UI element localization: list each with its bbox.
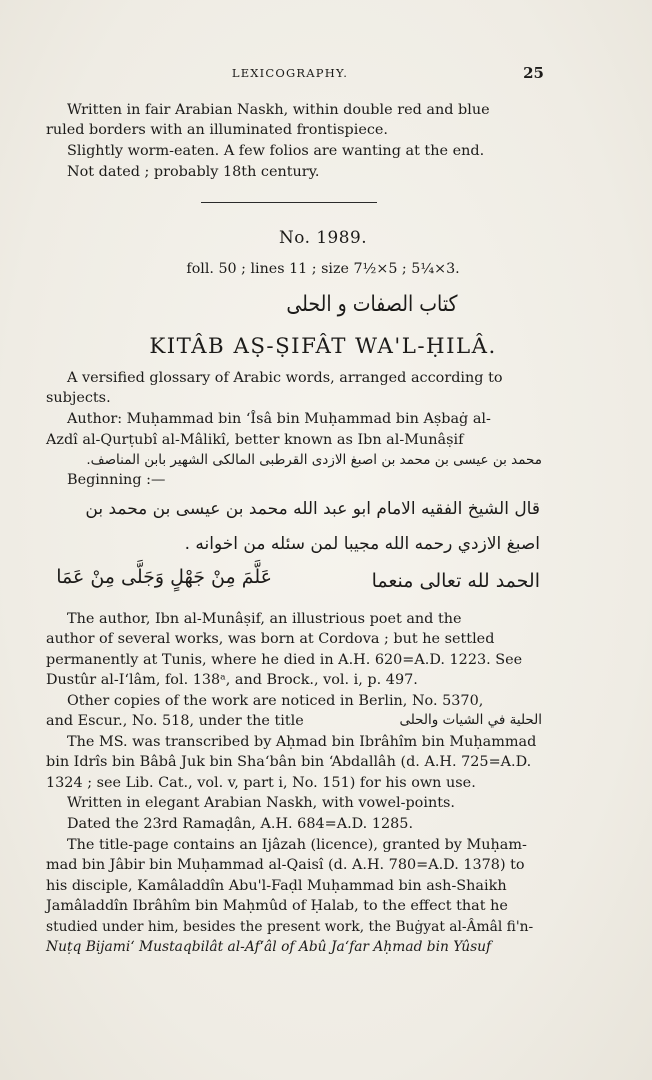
text-line: Not dated ; probably 18th century.: [67, 164, 320, 180]
arabic-incipit-line: اصبغ الازدي رحمه الله مجيبا لمن سئله من اخوانه .: [184, 534, 540, 554]
page-number: 25: [523, 64, 544, 82]
text-line: mad bin Jâbir bin Muḥammad al-Qaisî (d. A.H. 780=A.D. 1378) to: [46, 857, 525, 873]
text-line: Nuṭq Bijamiʻ Mustaqbilât al-Afʻâl of Abû Jaʻfar Aḥmad bin Yûsuf: [46, 939, 492, 955]
text-line: 1324 ; see Lib. Cat., vol. v, part i, No. 151) for his own use.: [46, 775, 476, 791]
arabic-verse-second-hemistich: عَلَّمَ مِنْ جَهْلٍ وَجَلَّى مِنْ عَمَا: [56, 566, 272, 588]
text-line: Dustûr al-Iʻlâm, fol. 138ᵃ, and Brock., vol. i, p. 497.: [46, 672, 418, 688]
text-line: bin Idrîs bin Bâbâ Juk bin Shaʻbân bin ʻAbdallâh (d. A.H. 725=A.D.: [46, 754, 532, 770]
text-line: author of several works, was born at Cordova ; but he settled: [46, 631, 495, 647]
text-line: ruled borders with an illuminated frontispiece.: [46, 122, 388, 138]
text-line: Author: Muḥammad bin ʻÎsâ bin Muḥammad bin Aṣbaġ al-: [67, 411, 491, 427]
text-line: his disciple, Kamâladdîn Abu'l-Faḍl Muḥammad bin ash-Shaikh: [46, 878, 507, 894]
text-line: permanently at Tunis, where he died in A.H. 620=A.D. 1223. See: [46, 652, 523, 668]
latin-title: KITÂB AṢ-ṢIFÂT WA'L-ḤILÂ.: [149, 334, 497, 359]
text-line: and Escur., No. 518, under the title: [46, 713, 304, 729]
text-line: Other copies of the work are noticed in Berlin, No. 5370,: [67, 693, 484, 709]
text-line: Written in fair Arabian Naskh, within double red and blue: [67, 102, 490, 118]
running-head: [0, 64, 652, 82]
arabic-author-name: محمد بن عيسى بن محمد بن اصبغ الازدى القرطبى المالكى الشهير بابن المناصف.: [86, 452, 542, 468]
text-line: Beginning :—: [67, 472, 166, 488]
text-line: A versified glossary of Arabic words, arranged according to: [67, 370, 503, 386]
text-line: Slightly worm-eaten. A few folios are wanting at the end.: [67, 143, 485, 159]
collation-line: foll. 50 ; lines 11 ; size 7½×5 ; 5¼×3.: [186, 261, 460, 277]
text-line: Azdî al-Qurṭubî al-Mâlikî, better known as Ibn al-Munâṣif: [46, 432, 464, 448]
arabic-title: كتاب الصفات و الحلى: [286, 292, 458, 317]
text-line: The author, Ibn al-Munâṣif, an illustrious poet and the: [67, 611, 462, 627]
text-line: The title-page contains an Ijâzah (licence), granted by Muḥam-: [67, 837, 527, 853]
arabic-incipit-line: قال الشيخ الفقيه الامام ابو عبد الله محمد بن عيسى بن محمد بن: [85, 499, 540, 519]
arabic-verse-first-hemistich: الحمد لله تعالى منعما: [371, 570, 540, 592]
text-line: studied under him, besides the present work, the Buġyat al-Âmâl fi'n-: [46, 919, 534, 935]
entry-number: No. 1989.: [279, 228, 368, 248]
text-line: Written in elegant Arabian Naskh, with vowel-points.: [67, 795, 455, 811]
section-divider: [201, 202, 377, 203]
text-line: Dated the 23rd Ramaḍân, A.H. 684=A.D. 1285.: [67, 816, 414, 832]
text-line: Jamâladdîn Ibrâhîm bin Maḥmûd of Ḥalab, to the effect that he: [46, 898, 508, 914]
arabic-alt-title: الحلية في الشيات والحلى: [399, 712, 542, 728]
text-line: subjects.: [46, 390, 111, 406]
running-title: LEXICOGRAPHY.: [231, 66, 349, 80]
text-line: The MS. was transcribed by Aḥmad bin Ibrâhîm bin Muḥammad: [67, 734, 537, 750]
